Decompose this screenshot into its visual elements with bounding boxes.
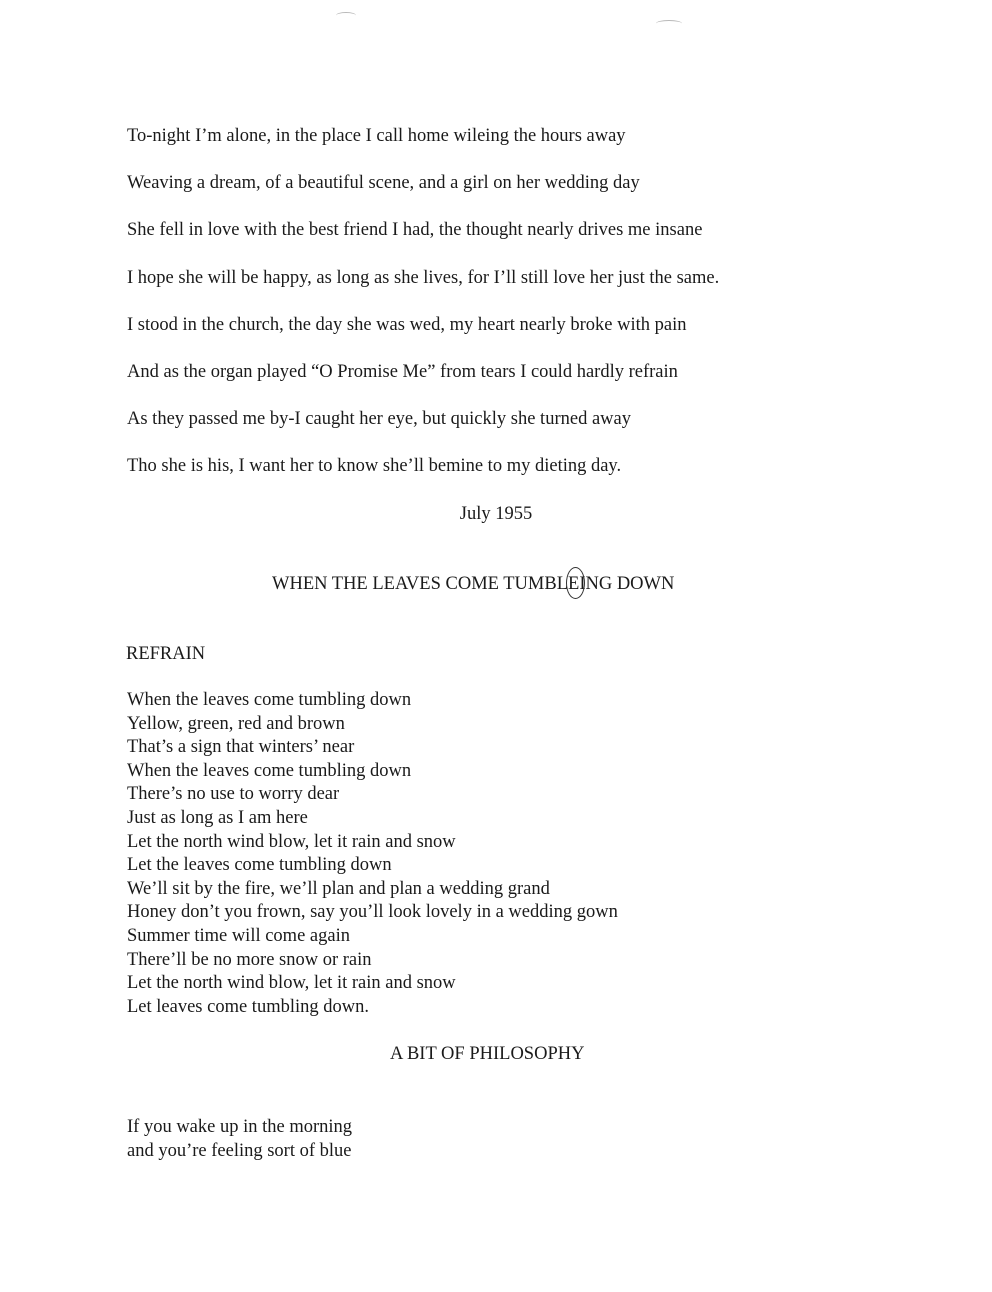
poem-line: Weaving a dream, of a beautiful scene, and a girl on her wedding day	[127, 173, 640, 193]
poem-line: She fell in love with the best friend I had, the thought nearly drives me insane	[127, 220, 703, 240]
circled-correction: E	[568, 574, 580, 594]
refrain-line: That’s a sign that winters’ near	[127, 737, 355, 758]
poem-line: I stood in the church, the day she was wed, my heart nearly broke with pain	[127, 315, 687, 335]
refrain-line: Yellow, green, red and brown	[127, 713, 345, 734]
refrain-line: We’ll sit by the fire, we’ll plan and plan a wedding grand	[127, 878, 550, 899]
poem-line: And as the organ played “O Promise Me” from tears I could hardly refrain	[127, 362, 678, 382]
refrain-line: When the leaves come tumbling down	[127, 760, 412, 781]
refrain-line: Honey don’t you frown, say you’ll look lovely in a wedding gown	[127, 902, 618, 923]
refrain-line: There’s no use to worry dear	[127, 784, 340, 805]
scan-mark	[336, 12, 356, 19]
stanza-line: and you’re feeling sort of blue	[127, 1141, 352, 1161]
stanza-lines	[127, 1115, 352, 1163]
poem-title-part: WHEN THE LEAVES COME TUMBL	[272, 574, 568, 594]
stanza-line: If you wake up in the morning	[127, 1117, 353, 1137]
refrain-line: When the leaves come tumbling down	[127, 690, 412, 710]
refrain-heading: REFRAIN	[126, 644, 206, 664]
refrain-line: Let the north wind blow, let it rain and snow	[127, 973, 456, 994]
refrain-line: Summer time will come again	[127, 925, 350, 946]
refrain-line: Just as long as I am here	[127, 807, 308, 828]
poem-title-part: ING DOWN	[579, 574, 675, 594]
refrain-lines	[127, 689, 618, 1019]
poem-date: July 1955	[459, 504, 533, 524]
poem-line: As they passed me by-I caught her eye, but quickly she turned away	[127, 409, 631, 429]
poem-title	[272, 573, 674, 595]
poem-line: Tho she is his, I want her to know she’ll bemine to my dieting day.	[127, 456, 622, 476]
poem-title: A BIT OF PHILOSOPHY	[390, 1044, 585, 1064]
poem-line: To-night I’m alone, in the place I call home wileing the hours away	[127, 126, 626, 146]
refrain-line: Let the leaves come tumbling down	[127, 855, 392, 876]
scan-mark	[656, 20, 682, 27]
poem-line: I hope she will be happy, as long as she lives, for I’ll still love her just the same.	[127, 268, 720, 288]
refrain-line: There’ll be no more snow or rain	[127, 949, 372, 970]
refrain-line: Let the north wind blow, let it rain and snow	[127, 831, 456, 852]
refrain-line: Let leaves come tumbling down.	[127, 996, 369, 1017]
